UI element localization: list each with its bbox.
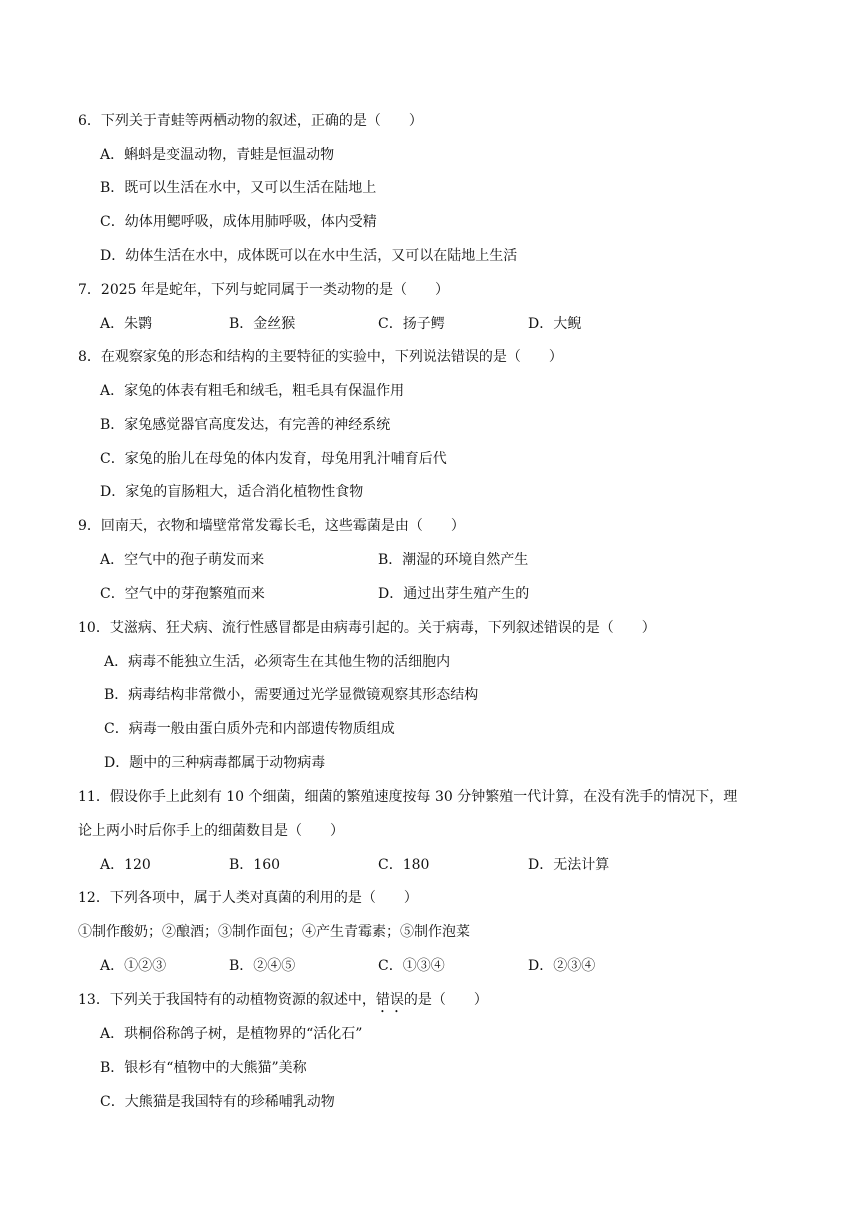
question-9-option-d: D．通过出芽生殖产生的: [378, 586, 530, 602]
question-7-option-d: D．大鲵: [528, 316, 582, 332]
question-11-stem-line-2: 论上两小时后你手上的细菌数目是（ ）: [78, 823, 344, 839]
question-12-stem: 12．下列各项中，属于人类对真菌的利用的是（ ）: [78, 890, 418, 906]
question-12-option-a: A．①②③: [100, 958, 167, 974]
question-6-option-c: C．幼体用鳃呼吸，成体用肺呼吸，体内受精: [100, 214, 377, 230]
question-6-option-d: D．幼体生活在水中，成体既可以在水中生活，又可以在陆地上生活: [100, 248, 518, 264]
question-8-option-c: C．家兔的胎儿在母兔的体内发育，母兔用乳汁哺育后代: [100, 451, 447, 467]
question-6-option-b: B．既可以生活在水中，又可以生活在陆地上: [100, 180, 377, 196]
question-13-option-a: A．珙桐俗称鸽子树，是植物界的“活化石”: [100, 1026, 363, 1042]
question-10-option-d: D．题中的三种病毒都属于动物病毒: [104, 755, 326, 771]
question-9-option-a: A．空气中的孢子萌发而来: [100, 552, 265, 568]
question-13-option-b: B．银杉有“植物中的大熊猫”美称: [100, 1060, 307, 1076]
question-13-stem-post: 的是（ ）: [403, 992, 488, 1008]
question-13-option-c: C．大熊猫是我国特有的珍稀哺乳动物: [100, 1094, 335, 1110]
question-13-emphasis: 错误: [375, 992, 404, 1008]
question-6-option-a: A．蝌蚪是变温动物，青蛙是恒温动物: [100, 147, 335, 163]
question-11-option-d: D．无法计算: [528, 857, 610, 873]
question-7-option-a: A．朱鹮: [100, 316, 153, 332]
question-13-stem-pre: 13．下列关于我国特有的动植物资源的叙述中，: [78, 992, 376, 1008]
question-7-option-b: B．金丝猴: [229, 316, 296, 332]
question-10-option-b: B．病毒结构非常微小，需要通过光学显微镜观察其形态结构: [104, 687, 479, 703]
question-12-option-c: C．①③④: [378, 958, 445, 974]
question-9-stem: 9．回南天，衣物和墙壁常常发霉长毛，这些霉菌是由（ ）: [78, 518, 465, 534]
question-8-option-b: B．家兔感觉器官高度发达，有完善的神经系统: [100, 417, 391, 433]
question-11-option-c: C．180: [378, 857, 430, 873]
question-8-option-a: A．家兔的体表有粗毛和绒毛，粗毛具有保温作用: [100, 383, 405, 399]
question-9-option-b: B．潮湿的环境自然产生: [378, 552, 529, 568]
question-12-option-b: B．②④⑤: [229, 958, 296, 974]
question-11-option-b: B．160: [229, 857, 281, 873]
question-12-option-d: D．②③④: [528, 958, 596, 974]
question-13-stem: [78, 990, 488, 1016]
question-6-stem: 6．下列关于青蛙等两栖动物的叙述，正确的是（ ）: [78, 113, 423, 129]
question-8-stem: 8．在观察家兔的形态和结构的主要特征的实验中，下列说法错误的是（ ）: [78, 349, 563, 365]
question-7-stem: 7．2025 年是蛇年，下列与蛇同属于一类动物的是（ ）: [78, 282, 449, 298]
question-7-option-c: C．扬子鳄: [378, 316, 445, 332]
question-11-option-a: A．120: [100, 857, 151, 873]
question-9-option-c: C．空气中的芽孢繁殖而来: [100, 586, 265, 602]
question-12-items: ①制作酸奶；②酿酒；③制作面包；④产生青霉素；⑤制作泡菜: [78, 924, 470, 940]
question-8-option-d: D．家兔的盲肠粗大，适合消化植物性食物: [100, 484, 364, 500]
question-11-stem-line-1: 11．假设你手上此刻有 10 个细菌，细菌的繁殖速度按每 30 分钟繁殖一代计算，在没有洗手的情况下，理: [78, 789, 738, 805]
question-10-stem: 10．艾滋病、狂犬病、流行性感冒都是由病毒引起的。关于病毒，下列叙述错误的是（ ）: [78, 620, 656, 636]
question-10-option-a: A．病毒不能独立生活，必须寄生在其他生物的活细胞内: [104, 654, 451, 670]
question-10-option-c: C．病毒一般由蛋白质外壳和内部遗传物质组成: [104, 721, 395, 737]
